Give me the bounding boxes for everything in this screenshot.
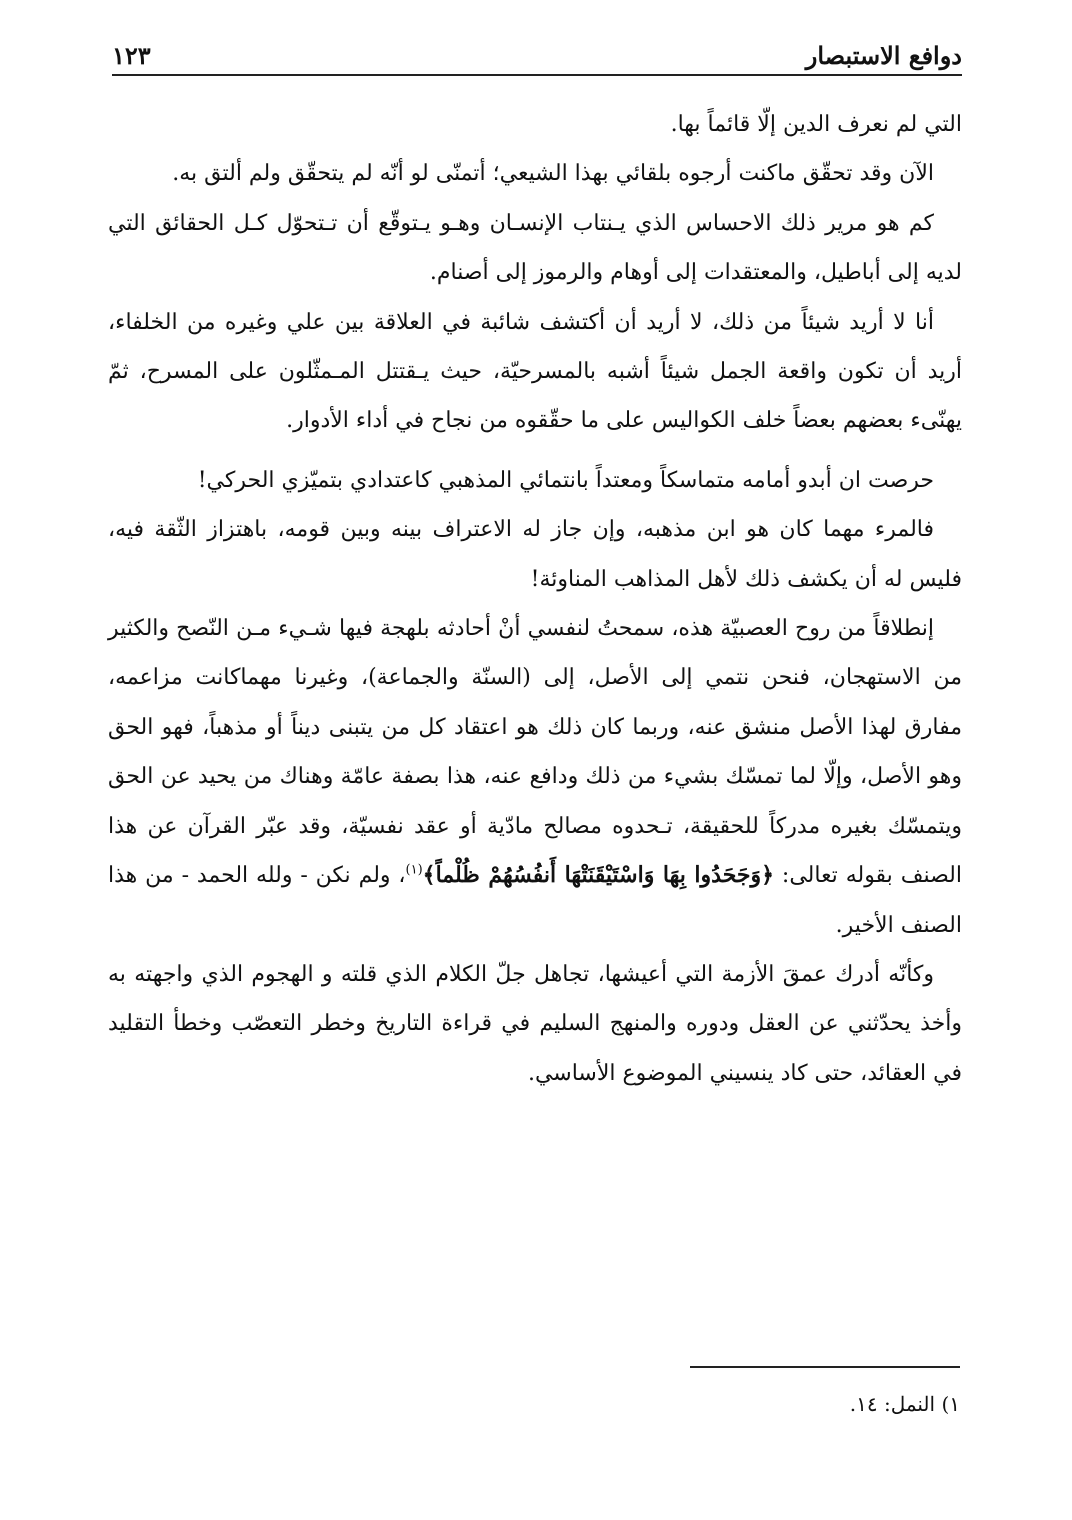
paragraph-5: حرصت ان أبدو أمامه متماسكاً ومعتداً بانتمائي المذهبي كاعتدادي بتميّزي الحركي!: [197, 467, 934, 493]
paragraph-4: أنا لا أريد شيئاً من ذلك، لا أريد أن أكتشف شائبة في العلاقة بين علي وغيره من الخلفاء، أريد أن تكون واقعة الجمل شيئاً أشبه بالمسرحيّة، حيث يـقتتل المـمثّلون على المسرح، ثمّ يهنّىء بعضهم بعضاً خلف الكواليس على ما حقّقوه من نجاح في أداء الأدوار.: [108, 309, 962, 434]
paragraph-6: فالمرء مهما كان هو ابن مذهبه، وإن جاز له الاعتراف بينه وبين قومه، باهتزاز الثّقة فيه، فليس له أن يكشف ذلك لأهل المذاهب المناوئة!: [108, 517, 962, 592]
body-text: [108, 100, 962, 1098]
paragraph-3: كم هو مرير ذلك الاحساس الذي يـنتاب الإنسـان وهـو يـتوقّع أن تـتحوّل كـل الحقائق التي لديه إلى أباطيل، والمعتقدات إلى أوهام والرموز إلى أصنام.: [108, 210, 962, 286]
paragraph-8: وكأنّه أدرك عمقَ الأزمة التي أعيشها، تجاهل جلّ الكلام الذي قلته و الهجوم الذي واجهته به وأخذ يحدّثني عن العقل ودوره والمنهج السليم في قراءة التاريخ وخطر التعصّب وخطأ التقليد في العقائد، حتى كاد ينسيني الموضوع الأساسي.: [108, 961, 962, 1086]
running-title: دوافع الاستبصار: [805, 40, 962, 70]
footnote-divider: [690, 1366, 960, 1368]
quran-verse: ﴿وَجَحَدُوا بِهَا وَاسْتَيْقَنَتْهَا أَنفُسُهُمْ ظُلْماً﴾: [422, 862, 775, 889]
paragraph-1: التي لم نعرف الدين إلّا قائماً بها.: [670, 112, 962, 137]
paragraph-7-end: ، ولم نكن - ولله الحمد - من هذا الصنف الأخير.: [108, 863, 962, 938]
paragraph-7-start: إنطلاقاً من روح العصبيّة هذه، سمحتُ لنفسي أنْ أحادثه بلهجة فيها شـيء مـن النّصح والكثير من الاستهجان، فنحن نتمي إلى الأصل، إلى (السنّة والجماعة)، وغيرنا مهماكانت مزاعمه، مفارق لهذا الأصل منشق عنه، وربما كان ذلك هو اعتقاد كل من يتبنى ديناً أو مذهباً، فهو الحق وهو الأصل، وإلّا لما تمسّك بشيء من ذلك ودافع عنه، هذا بصفة عامّة وهناك من يحيد عن الحق ويتمسّك بغيره مدركاً للحقيقة، تـحدوه مصالح مادّية أو عقد نفسيّة، وقد عبّر القرآن عن هذا الصنف بقوله تعالى:: [108, 616, 963, 889]
footnote-reference: (١): [405, 862, 423, 878]
paragraph-2: الآن وقد تحقّق ماكنت أرجوه بلقائي بهذا الشيعي؛ أتمنّى لو أنّه لم يتحقّق ولم ألتق به.: [172, 161, 934, 187]
page-number: ١٢٣: [112, 40, 151, 70]
running-header: [112, 36, 962, 76]
footnote: ١) النمل: ١٤.: [849, 1392, 960, 1416]
paragraph-7: [108, 604, 962, 950]
